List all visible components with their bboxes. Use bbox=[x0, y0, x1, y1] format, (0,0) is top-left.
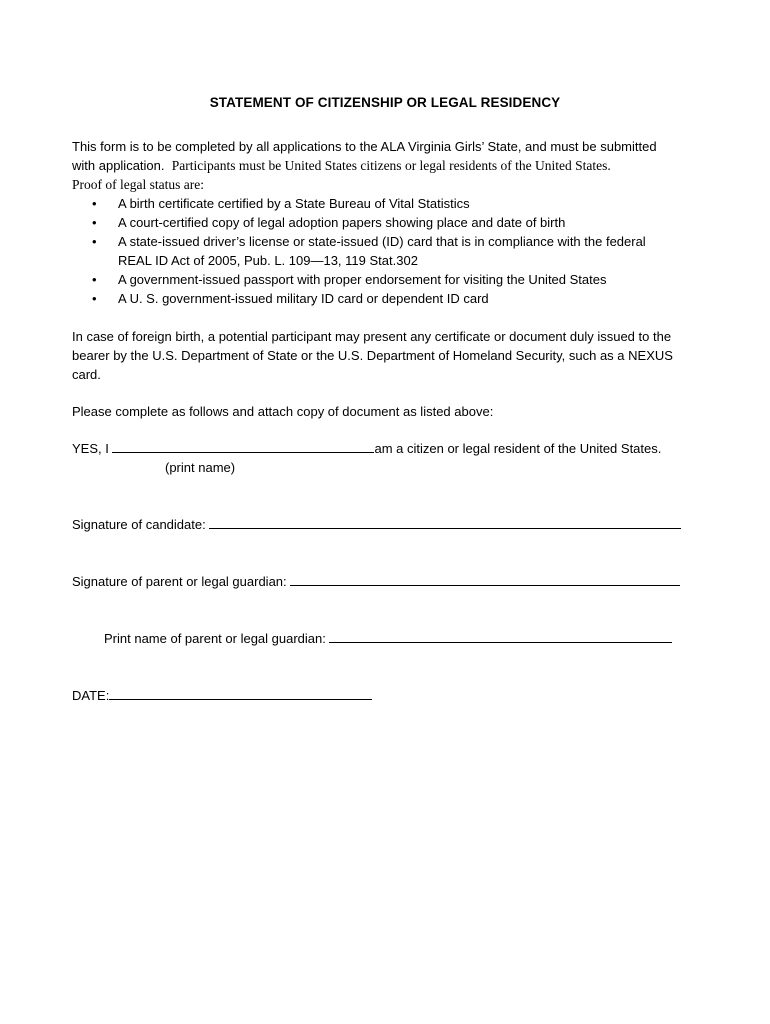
intro-line-1: This form is to be completed by all applications to the ALA Virginia Girls’ State, and must be submitted bbox=[72, 139, 657, 154]
date-row bbox=[72, 686, 372, 705]
yes-prefix: YES, I bbox=[72, 441, 109, 456]
intro-line-3: Proof of legal status are: bbox=[72, 177, 204, 192]
list-item: • A birth certificate certified by a State Bureau of Vital Statistics bbox=[92, 196, 470, 211]
proof-list bbox=[72, 194, 712, 308]
intro-paragraph bbox=[72, 137, 712, 194]
parent-print-name-row bbox=[104, 629, 672, 648]
date-label: DATE: bbox=[72, 688, 110, 703]
bullet-icon: • bbox=[92, 291, 97, 306]
print-name-caption: (print name) bbox=[165, 460, 236, 475]
bullet-icon: • bbox=[92, 234, 97, 249]
candidate-signature-row bbox=[72, 515, 681, 534]
parent-signature-label: Signature of parent or legal guardian: bbox=[72, 574, 287, 589]
list-item: • A U. S. government-issued military ID card or dependent ID card bbox=[92, 291, 489, 306]
intro-line-2b: Participants must be United States citizens or legal residents of the United States. bbox=[171, 158, 611, 173]
list-item: • A government-issued passport with proper endorsement for visiting the United States bbox=[92, 272, 607, 287]
candidate-signature-field[interactable] bbox=[209, 515, 681, 529]
bullet-icon: • bbox=[92, 196, 97, 211]
date-field[interactable] bbox=[109, 686, 372, 700]
intro-line-2a: with application. bbox=[72, 158, 165, 173]
candidate-signature-label: Signature of candidate: bbox=[72, 517, 206, 532]
bullet-icon: • bbox=[92, 215, 97, 230]
yes-citizen-row bbox=[72, 439, 661, 458]
yes-suffix: am a citizen or legal resident of the United States. bbox=[374, 441, 662, 456]
list-item: • A court-certified copy of legal adoption papers showing place and date of birth bbox=[92, 215, 566, 230]
parent-signature-row bbox=[72, 572, 680, 591]
bullet-icon: • bbox=[92, 272, 97, 287]
print-name-field[interactable] bbox=[112, 439, 374, 453]
parent-print-name-field[interactable] bbox=[329, 629, 672, 643]
intro-line-2 bbox=[72, 156, 712, 175]
foreign-birth-paragraph: In case of foreign birth, a potential participant may present any certificate or document duly issued to the bearer by the U.S. Department of State or the U.S. Department of Homeland Security, such as a NEXUS card. bbox=[72, 329, 673, 382]
list-item: • A state-issued driver’s license or state-issued (ID) card that is in compliance with the federal REAL ID Act of 2005, Pub. L. 109—13, 119 Stat.302 bbox=[92, 234, 646, 268]
parent-signature-field[interactable] bbox=[290, 572, 680, 586]
parent-print-name-label: Print name of parent or legal guardian: bbox=[104, 631, 326, 646]
form-title: STATEMENT OF CITIZENSHIP OR LEGAL RESIDENCY bbox=[209, 95, 561, 110]
instructions-text: Please complete as follows and attach copy of document as listed above: bbox=[72, 404, 494, 419]
